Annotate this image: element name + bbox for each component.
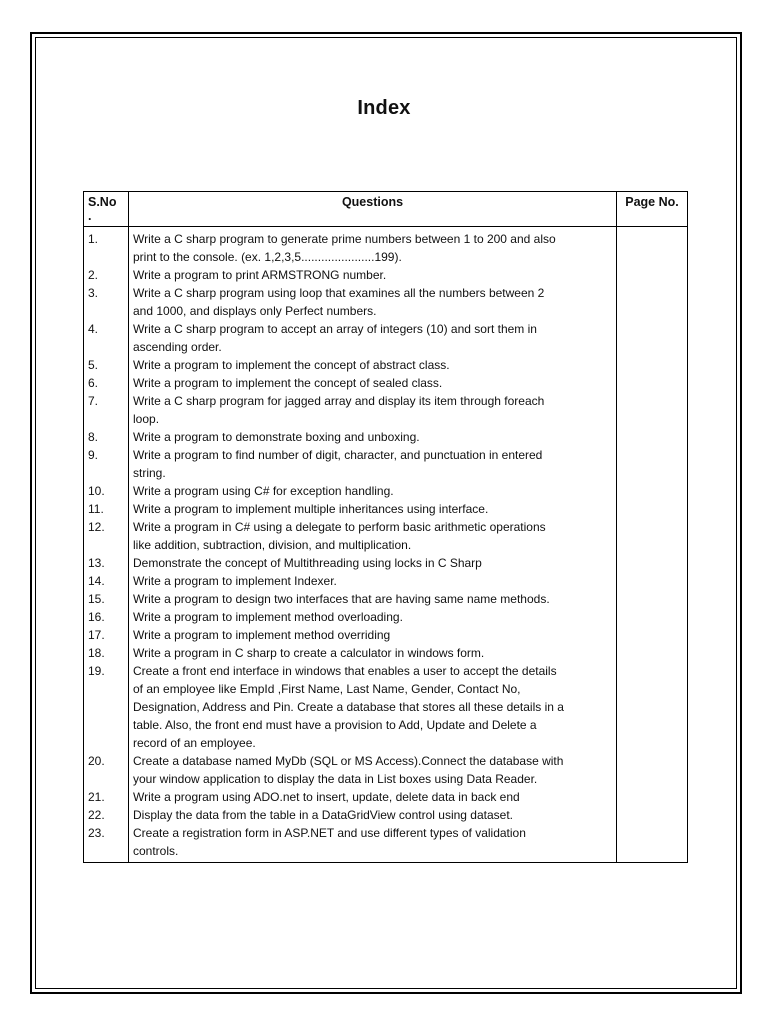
questions-column	[129, 227, 617, 863]
serial-number	[88, 716, 124, 734]
serial-number: 17.	[88, 628, 105, 642]
question-line: Write a C sharp program for jagged array and display its item through foreach	[133, 394, 545, 408]
question-line: Write a C sharp program to accept an array of integers (10) and sort them in	[133, 322, 537, 336]
serial-number: 7.	[88, 394, 99, 408]
serial-number	[88, 734, 124, 752]
question-line: Display the data from the table in a DataGridView control using dataset.	[133, 808, 513, 822]
serial-number	[88, 410, 124, 428]
question-line: Demonstrate the concept of Multithreading using locks in C Sharp	[133, 556, 482, 570]
serial-number: 3.	[88, 286, 99, 300]
serial-number	[88, 698, 124, 716]
serial-number: 9.	[88, 448, 99, 462]
question-line: string.	[133, 466, 166, 480]
serial-number	[88, 248, 124, 266]
question-line: Create a front end interface in windows that enables a user to accept the details	[133, 664, 557, 678]
question-line: Write a program using ADO.net to insert, update, delete data in back end	[133, 790, 520, 804]
page-number-column	[617, 227, 688, 863]
header-page-no: Page No.	[617, 192, 688, 227]
serial-number	[88, 536, 124, 554]
question-line: of an employee like EmpId ,First Name, Last Name, Gender, Contact No,	[133, 682, 521, 696]
table-header-row	[84, 192, 688, 227]
header-questions: Questions	[129, 192, 617, 227]
serial-number: 18.	[88, 646, 105, 660]
serial-number: 16.	[88, 610, 105, 624]
question-line: like addition, subtraction, division, and multiplication.	[133, 538, 412, 552]
serial-number	[88, 464, 124, 482]
question-line: Write a program to implement multiple inheritances using interface.	[133, 502, 489, 516]
question-line: table. Also, the front end must have a provision to Add, Update and Delete a	[133, 718, 537, 732]
header-sno	[84, 192, 129, 227]
serial-number: 6.	[88, 376, 99, 390]
question-line: ascending order.	[133, 340, 222, 354]
serial-number: 23.	[88, 826, 105, 840]
question-line: controls.	[133, 844, 179, 858]
question-line: Write a program to implement the concept of sealed class.	[133, 376, 443, 390]
question-line: your window application to display the data in List boxes using Data Reader.	[133, 772, 538, 786]
serial-number: 19.	[88, 664, 105, 678]
question-line: Write a program to implement method overloading.	[133, 610, 403, 624]
serial-number: 21.	[88, 790, 105, 804]
question-line: print to the console. (ex. 1,2,3,5......................199).	[133, 250, 402, 264]
serial-number	[88, 842, 124, 860]
question-line: Write a program to design two interfaces that are having same name methods.	[133, 592, 550, 606]
serial-number: 22.	[88, 808, 105, 822]
serial-number: 5.	[88, 358, 99, 372]
serial-number: 20.	[88, 754, 105, 768]
serial-number: 1.	[88, 232, 99, 246]
serial-number: 4.	[88, 322, 99, 336]
serial-number: 14.	[88, 574, 105, 588]
question-line: Write a program in C sharp to create a calculator in windows form.	[133, 646, 485, 660]
question-line: loop.	[133, 412, 160, 426]
question-line: and 1000, and displays only Perfect numbers.	[133, 304, 377, 318]
question-line: Write a program in C# using a delegate to perform basic arithmetic operations	[133, 520, 546, 534]
serial-number: 15.	[88, 592, 105, 606]
question-line: Write a program to implement the concept of abstract class.	[133, 358, 450, 372]
serial-number: 11.	[88, 502, 104, 516]
table-body-row	[84, 227, 688, 863]
serial-number: 13.	[88, 556, 105, 570]
question-line: Designation, Address and Pin. Create a database that stores all these details in a	[133, 700, 564, 714]
question-line: Write a C sharp program using loop that examines all the numbers between 2	[133, 286, 545, 300]
serial-number: 10.	[88, 484, 105, 498]
header-sno-label: S.No .	[88, 195, 117, 223]
serial-number-column	[84, 227, 129, 863]
index-table	[83, 191, 688, 863]
question-line: Write a program to demonstrate boxing and unboxing.	[133, 430, 420, 444]
serial-number	[88, 338, 124, 356]
question-line: Create a registration form in ASP.NET and use different types of validation	[133, 826, 526, 840]
question-line: Write a C sharp program to generate prime numbers between 1 to 200 and also	[133, 232, 556, 246]
question-line: record of an employee.	[133, 736, 256, 750]
page-title: Index	[357, 97, 411, 119]
serial-number: 12.	[88, 520, 105, 534]
serial-number	[88, 302, 124, 320]
question-line: Write a program using C# for exception handling.	[133, 484, 394, 498]
question-line: Write a program to print ARMSTRONG number.	[133, 268, 387, 282]
serial-number: 2.	[88, 268, 99, 282]
serial-number	[88, 770, 124, 788]
question-line: Create a database named MyDb (SQL or MS Access).Connect the database with	[133, 754, 564, 768]
question-line: Write a program to find number of digit, character, and punctuation in entered	[133, 448, 543, 462]
serial-number: 8.	[88, 430, 99, 444]
question-line: Write a program to implement Indexer.	[133, 574, 337, 588]
serial-number	[88, 680, 124, 698]
question-line: Write a program to implement method overriding	[133, 628, 391, 642]
